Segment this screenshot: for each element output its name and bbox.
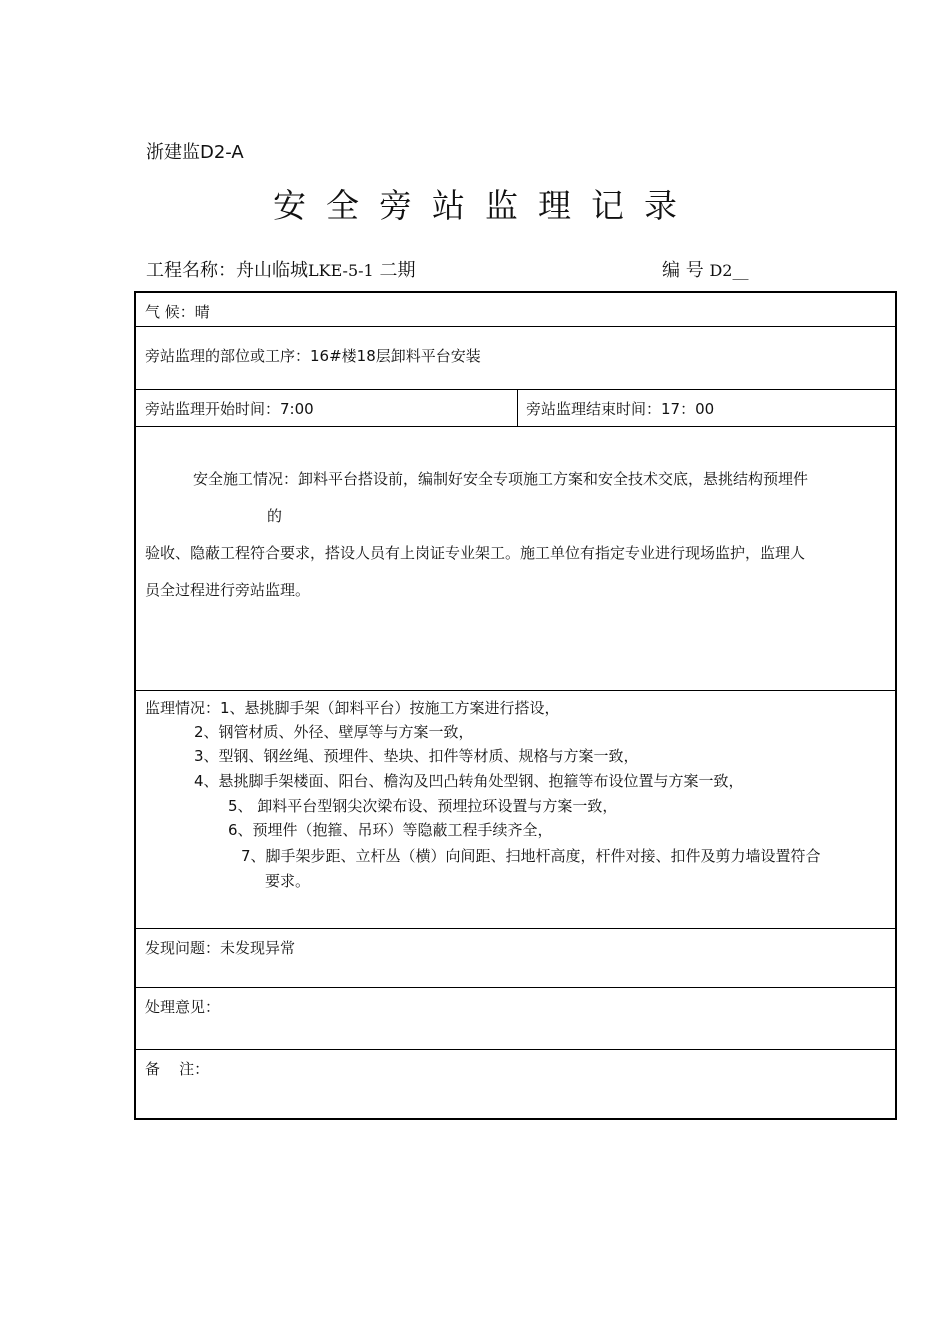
- opinion-row: [136, 988, 895, 1050]
- project-code: LKE-5-1: [308, 261, 374, 280]
- construction-row: [136, 427, 895, 691]
- issues-row: [136, 929, 895, 988]
- issues-text: 发现问题：未发现异常: [145, 939, 296, 957]
- monitoring-line: 2、钢管材质、外径、壁厚等与方案一致，: [194, 723, 474, 741]
- monitoring-line: 6、预埋件（抱箍、吊环）等隐蔽工程手续齐全，: [228, 821, 553, 839]
- page-title: 安全旁站监理记录: [273, 186, 697, 225]
- construction-line-2: 的: [267, 507, 283, 525]
- location-text: 旁站监理的部位或工序：16#楼18层卸料平台安装: [145, 347, 481, 365]
- project-name: [146, 256, 415, 282]
- location-row: [136, 327, 895, 390]
- serial-number: [662, 256, 748, 282]
- construction-text: [145, 461, 887, 609]
- weather-text: 气 候：晴: [145, 303, 210, 321]
- start-time: 旁站监理开始时间：7:00: [145, 400, 314, 418]
- monitoring-line: 监理情况：1、悬挑脚手架（卸料平台）按施工方案进行搭设，: [145, 699, 560, 717]
- monitoring-row: [136, 691, 895, 929]
- remarks-text: 备 注：: [145, 1060, 210, 1078]
- monitoring-line: 3、型钢、钢丝绳、预埋件、垫块、扣件等材质、规格与方案一致，: [194, 747, 639, 765]
- remarks-row: [136, 1050, 895, 1118]
- record-form: [134, 291, 897, 1120]
- project-label: 工程名称：舟山临城: [146, 260, 308, 281]
- construction-line-3: 验收、隐蔽工程符合要求，搭设人员有上岗证专业架工。施工单位有指定专业进行现场监护，监理人: [145, 544, 806, 562]
- serial-label: 编 号: [662, 260, 704, 281]
- monitoring-line: 5、 卸料平台型钢尖次梁布设、预埋拉环设置与方案一致，: [228, 797, 618, 815]
- construction-line-4: 员全过程进行旁站监理。: [145, 581, 311, 599]
- weather-row: [136, 293, 895, 327]
- monitoring-line: 要求。: [265, 872, 311, 890]
- end-time: 旁站监理结束时间：17：00: [526, 400, 715, 418]
- form-code: 浙建监D2-A: [146, 142, 244, 163]
- construction-line-1: 安全施工情况：卸料平台搭设前，编制好安全专项施工方案和安全技术交底，悬挑结构预埋件: [193, 470, 809, 488]
- time-divider: [517, 390, 518, 426]
- time-row: [136, 390, 895, 427]
- opinion-text: 处理意见：: [145, 998, 221, 1016]
- serial-value: D2__: [709, 261, 749, 280]
- monitoring-line: 7、脚手架步距、立杆丛（横）向间距、扫地杆高度，杆件对接、扣件及剪力墙设置符合: [241, 847, 821, 865]
- monitoring-line: 4、悬挑脚手架楼面、阳台、檐沟及凹凸转角处型钢、抱箍等布设位置与方案一致，: [194, 772, 744, 790]
- project-phase: 二期: [379, 260, 416, 281]
